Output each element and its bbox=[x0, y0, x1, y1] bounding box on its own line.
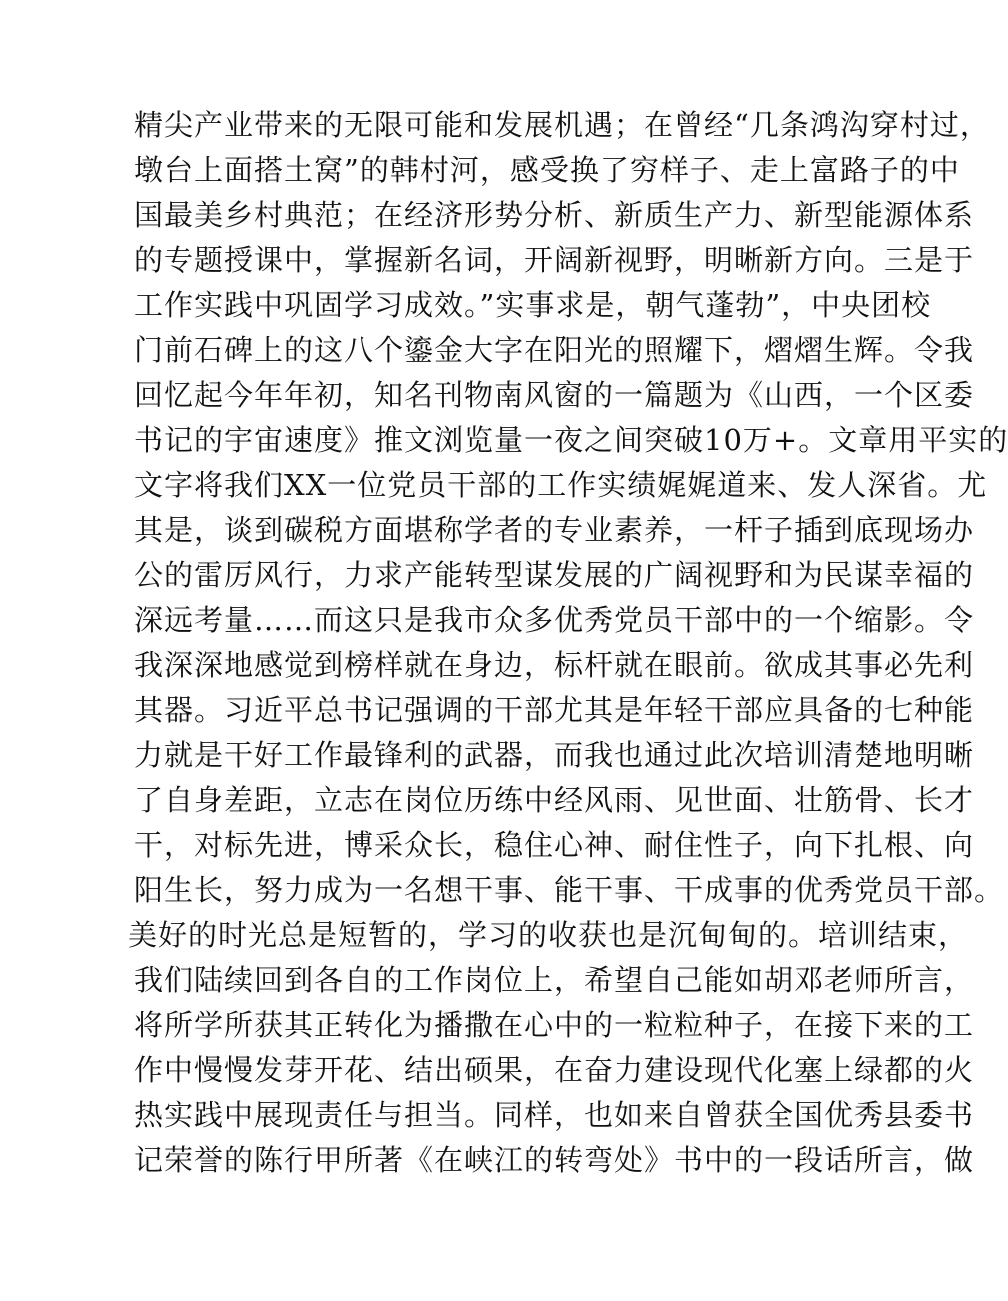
text-line: 公的雷厉风行，力求产能转型谋发展的广阔视野和为民谋幸福的 bbox=[134, 558, 975, 592]
text-line: 的专题授课中，掌握新名词，开阔新视野，明晰新方向。三是于 bbox=[134, 243, 975, 277]
text-line: 回忆起今年年初，知名刊物南风窗的一篇题为《山西，一个区委 bbox=[134, 378, 975, 412]
body-text bbox=[128, 103, 1008, 1183]
text-line: 墩台上面搭土窝”的韩村河，感受换了穷样子、走上富路子的中 bbox=[134, 153, 960, 187]
text-line: 阳生长，努力成为一名想干事、能干事、干成事的优秀党员干部。 bbox=[134, 873, 1005, 907]
text-line: 文字将我们XX一位党员干部的工作实绩娓娓道来、发人深省。尤 bbox=[134, 468, 988, 502]
text-line: 干，对标先进，博采众长，稳住心神、耐住性子，向下扎根、向 bbox=[134, 828, 975, 862]
text-line: 精尖产业带来的无限可能和发展机遇；在曾经“几条鸿沟穿村过， bbox=[134, 108, 990, 142]
text-line: 热实践中展现责任与担当。同样，也如来自曾获全国优秀县委书 bbox=[134, 1098, 975, 1132]
text-line: 其是，谈到碳税方面堪称学者的专业素养，一杆子插到底现场办 bbox=[134, 513, 975, 547]
text-line: 美好的时光总是短暂的，学习的收获也是沉甸甸的。培训结束， bbox=[128, 918, 969, 952]
text-line: 国最美乡村典范；在经济形势分析、新质生产力、新型能源体系 bbox=[134, 198, 975, 232]
text-line: 工作实践中巩固学习成效。”实事求是，朝气蓬勃”，中央团校 bbox=[134, 288, 932, 322]
text-line: 作中慢慢发芽开花、结出硕果，在奋力建设现代化塞上绿都的火 bbox=[134, 1053, 975, 1087]
text-line: 了自身差距，立志在岗位历练中经风雨、见世面、壮筋骨、长才 bbox=[134, 783, 975, 817]
text-line: 其器。习近平总书记强调的干部尤其是年轻干部应具备的七种能 bbox=[134, 693, 975, 727]
text-line: 书记的宇宙速度》推文浏览量一夜之间突破10万+。文章用平实的 bbox=[134, 423, 1008, 457]
text-line: 我深深地感觉到榜样就在身边，标杆就在眼前。欲成其事必先利 bbox=[134, 648, 975, 682]
text-line: 力就是干好工作最锋利的武器，而我也通过此次培训清楚地明晰 bbox=[134, 738, 975, 772]
text-line: 门前石碑上的这八个鎏金大字在阳光的照耀下，熠熠生辉。令我 bbox=[134, 333, 975, 367]
text-line: 将所学所获其正转化为播撒在心中的一粒粒种子，在接下来的工 bbox=[134, 1008, 975, 1042]
text-line: 我们陆续回到各自的工作岗位上，希望自己能如胡邓老师所言， bbox=[134, 963, 975, 997]
text-line: 深远考量……而这只是我市众多优秀党员干部中的一个缩影。令 bbox=[134, 603, 975, 637]
text-line: 记荣誉的陈行甲所著《在峡江的转弯处》书中的一段话所言，做 bbox=[134, 1143, 975, 1177]
